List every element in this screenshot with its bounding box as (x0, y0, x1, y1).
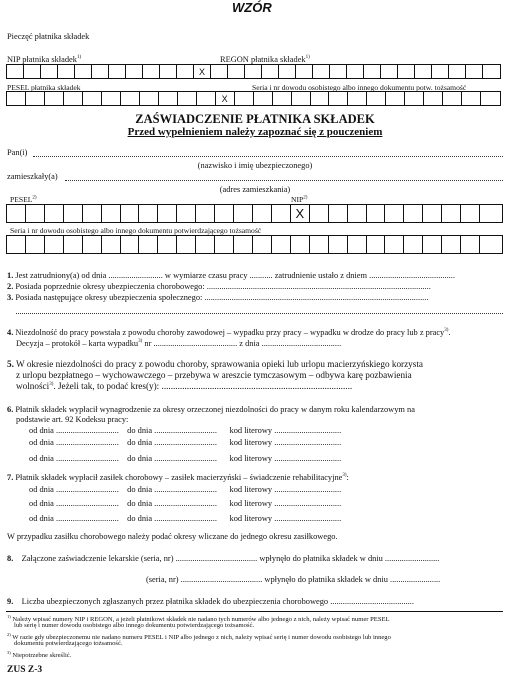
item-4: 4. Niezdolność do pracy powstała z powodu choroby zawodowej – wypadku przy pracy – wypadku w drodze do pracy lub z pracy$^{3)}$. (7, 328, 451, 337)
item-7: 7. Płatnik składek wypłacił zasiłek chorobowy – zasiłek macierzyński – świadczenie rehabilitacyjne$^{3)}$: (7, 473, 349, 482)
footnote-1: $^{1)}$ Należy wpisać numery NIP i REGON, a jeżeli płatnikowi składek nie nadano tych numerów albo jednego z nich, należy wpisać numer PESEL (7, 614, 390, 624)
item-3-extra-line[interactable] (16, 313, 503, 314)
item-9[interactable]: 9. Liczba ubezpieczonych zgłaszanych przez płatnika składek do ubezpieczenia chorobowego ........................................ (7, 597, 414, 606)
address-caption: (adres zamieszkania) (219, 185, 291, 194)
form-title: ZAŚWIADCZENIE PŁATNIKA SKŁADEK (135, 112, 375, 126)
footnote-divider (6, 611, 503, 612)
item-6-line-2: podstawie art. 92 Kodeksu pracy: (16, 415, 129, 424)
insured-name-caption: (nazwisko i imię ubezpieczonego) (197, 161, 313, 170)
id-document-payer-label: Seria i nr dowodu osobistego albo innego dokumentu potw. tożsamość (252, 83, 467, 92)
item-5-line-1: 5. W okresie niezdolności do pracy z powodu choroby, sprawowania opieki lub urlopu macierzyńskiego korzysta (7, 359, 423, 369)
item-1[interactable]: 1. Jest zatrudniony(a) od dnia .......................... w wymiarze czasu pracy ........... zatrudnienie ustało z dniem ......................................... (7, 271, 455, 280)
footnote-2-cont: dokumentu potwierdzającego tożsamość. (14, 640, 123, 647)
item-8[interactable]: 8. Załączone zaświadczenie lekarskie (seria, nr) ....................................... wpłynęło do płatnika składek w dniu .......................... (7, 554, 440, 563)
address-field[interactable] (65, 180, 503, 181)
item-6-period-row[interactable]: od dnia .............................. do dnia .............................. kod literowy ................................ (29, 454, 342, 463)
item-3[interactable]: 3. Posiada następujące okresy ubezpieczenia społecznego: ........................................................................................................... (7, 293, 429, 302)
item-4-decision[interactable]: Decyzja – protokół – karta wypadku$^{3)}$ nr ........................................ z dnia ...................................... (16, 339, 342, 348)
item-6-line-1: 6. Płatnik składek wypłacił wynagrodzenie za okresy orzeczonej niezdolności do pracy w danym roku kalendarzowym na (7, 405, 415, 414)
footnote-2: $^{2)}$ W razie gdy ubezpieczonemu nie nadano numeru PESEL i NIP albo jednego z nich, należy wpisać serię i numer dowodu osobistego lub innego (7, 632, 391, 642)
separator-x-mark: X (291, 205, 310, 222)
insured-nip-label: NIP$^{2)}$ (291, 195, 308, 204)
insured-id-label: Seria i nr dowodu osobistego albo innego dokumentu potwierdzającego tożsamość (10, 226, 262, 235)
insured-pesel-label: PESEL$^{2)}$ (10, 195, 37, 204)
nip-payer-label: NIP płatnika składek$^{1)}$ (7, 55, 82, 64)
payer-stamp-label: Pieczęć płatnika składek (7, 32, 90, 41)
nip-regon-grid[interactable] (6, 64, 501, 79)
address-label: zamieszkały(a) (7, 172, 58, 181)
document-label: WZÓR (232, 0, 272, 15)
form-code: ZUS Z-3 (7, 665, 43, 675)
item-7-period-row[interactable]: od dnia .............................. do dnia .............................. kod literowy ................................ (29, 514, 342, 523)
footnote-1-cont: lub serię i numer dowodu osobistego albo innego dokumentu potwierdzającego tożsamość. (14, 622, 255, 629)
item-8-second-certificate[interactable]: (seria, nr) ....................................... wpłynęło do płatnika składek w dniu ........................ (146, 575, 441, 584)
insured-id-grid[interactable] (6, 235, 503, 254)
form-subtitle: Przed wypełnieniem należy zapoznać się z pouczeniem (127, 126, 383, 138)
item-7-period-row[interactable]: od dnia .............................. do dnia .............................. kod literowy ................................ (29, 499, 342, 508)
insured-pesel-nip-grid[interactable] (6, 204, 503, 223)
separator-x-mark: X (194, 65, 211, 78)
pesel-id-grid[interactable] (6, 91, 501, 106)
item-5-line-3[interactable]: wolności$^{3)}$. Jeżeli tak, to podać kres(y): ................................................................................... (16, 381, 353, 391)
item-6-period-row[interactable]: od dnia .............................. do dnia .............................. kod literowy ................................ (29, 438, 342, 447)
pesel-payer-label: PESEL płatnika składek (7, 83, 81, 92)
item-5-line-2: z urlopu bezpłatnego – wychowawczego – przebywa w areszcie tymczasowym – odbywa karę pozbawienia (16, 370, 412, 380)
separator-x-mark: X (216, 92, 235, 105)
item-6-period-row[interactable]: od dnia .............................. do dnia .............................. kod literowy ................................ (29, 426, 342, 435)
sickness-period-note: W przypadku zasiłku chorobowego należy podać okresy wliczane do jednego okresu zasiłkowego. (7, 532, 338, 541)
item-2[interactable]: 2. Posiada poprzednie okresy ubezpieczenia chorobowego: ........................................................................................................... (7, 282, 431, 291)
insured-name-field[interactable] (33, 156, 503, 157)
insured-name-label: Pan(i) (7, 148, 28, 157)
regon-payer-label: REGON płatnika składek$^{1)}$ (220, 55, 310, 64)
footnote-3: $^{3)}$ Niepotrzebne skreślić. (7, 650, 72, 660)
item-7-period-row[interactable]: od dnia .............................. do dnia .............................. kod literowy ................................ (29, 485, 342, 494)
